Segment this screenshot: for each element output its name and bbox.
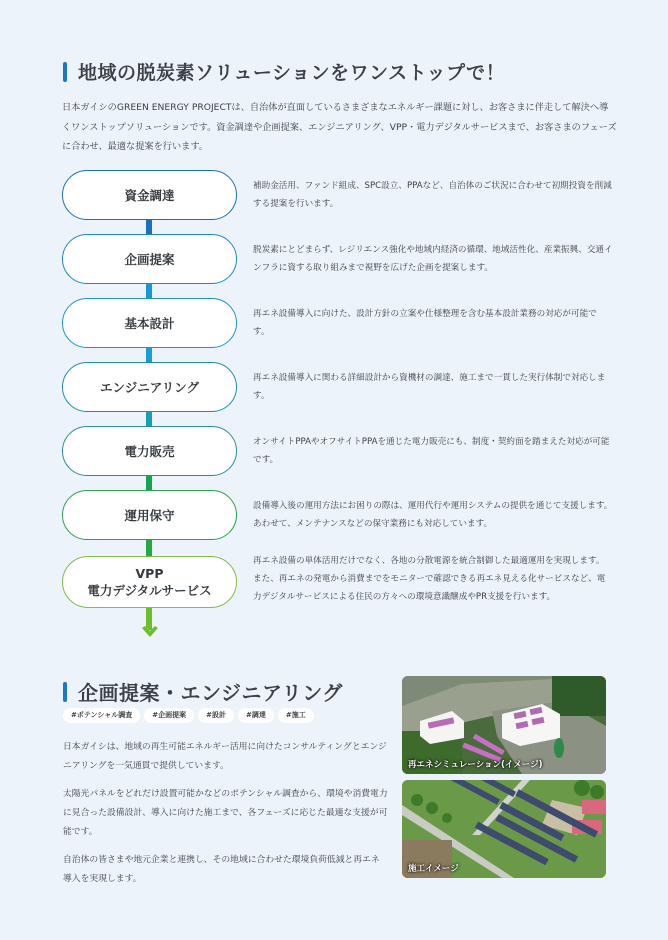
step-description: 補助金活用、ファンド組成、SPC設立、PPAなど、自治体のご状況に合わせて初期投資を削減する提案を行います。 [253,181,612,209]
step-description: オンサイトPPAやオフサイトPPAを通じた電力販売にも、制度・契約面を踏まえた対応が可能です。 [253,437,610,465]
step-description: 再エネ設備導入に向けた、設計方針の立案や仕様整理を含む基本設計業務の対応が可能です。 [253,309,597,337]
tag-list [63,708,314,723]
step-pill-line2: 電力デジタルサービス [87,583,212,598]
step-pill: 企画提案 [62,234,237,284]
body-paragraph: 日本ガイシは、地域の再生可能エネルギー活用に向けたコンサルティングとエンジニアリングを一気通貫で提供しています。 [63,742,387,771]
step-description: 再エネ設備導入に関わる詳細設計から資機材の調達、施工まで一貫した実行体制で対応します。 [253,373,606,401]
section-title-decarbonization [63,58,505,85]
tag-construction: #施工 [278,708,314,723]
step-pill: 運用保守 [62,490,237,540]
tag-procurement: #調達 [238,708,274,723]
step-pill [62,556,237,608]
body-paragraph: 自治体の皆さまや地元企業と連携し、その地域に合わせた環境負荷低減と再エネ導入を実現します。 [63,855,380,884]
title-accent-bar [63,682,67,702]
photo-caption: 施工イメージ [408,864,459,874]
step-description: 再エネ設備の単体活用だけでなく、各地の分散電源を統合制御した最適運用を実現します。また、再エネの発電から消費までをモニターで確認できる再エネ見える化サービスなど、電力デジタルサービスによる住民の方々への環境意識醸成やPR支援を行います。 [253,556,606,602]
photo-construction [402,780,606,878]
step-description: 設備導入後の運用方法にお困りの際は、運用代行や運用システムの提供を通じて支援します。あわせて、メンテナンスなどの保守業務にも対応しています。 [253,501,613,529]
section-title-planning-engineering [63,677,343,706]
step-pill: 資金調達 [62,170,237,220]
tag-potential-survey: #ポテンシャル調査 [63,708,140,723]
body-paragraph: 太陽光パネルをどれだけ設置可能かなどのポテンシャル調査から、環境や消費電力に見合った設備設計、導入に向けた施工まで、各フェーズに応じた最適な支援が可能です。 [63,789,388,837]
flow-connector [146,540,152,556]
page-title: 地域の脱炭素ソリューションをワンストップで！ [78,62,506,84]
tag-design: #設計 [198,708,234,723]
tag-planning: #企画提案 [144,708,194,723]
step-description: 脱炭素にとどまらず、レジリエンス強化や地域内経済の循環、地域活性化、産業振興、交通インフラに資する取り組みまで視野を広げた企画を提案します。 [253,245,613,273]
flow-connector [146,608,152,628]
step-pill: 電力販売 [62,426,237,476]
intro-paragraph: 日本ガイシのGREEN ENERGY PROJECTは、自治体が直面しているさまざまなエネルギー課題に対し、お客さまに伴走して解決へ導くワンストップソリューションです。資金調達や企画提案、エンジニアリング、VPP・電力デジタルサービスまで、お客さまのフェーズに合わせ、最適な提案を行います。 [62,102,617,152]
title-accent-bar [63,62,67,82]
step-pill: 基本設計 [62,298,237,348]
photo-caption: 再エネシミュレーション(イメージ) [408,760,543,770]
section-heading: 企画提案・エンジニアリング [78,681,343,705]
step-pill: エンジニアリング [62,362,237,412]
step-pill-line1: VPP [135,566,164,581]
photo-simulation [402,676,606,774]
section2-body [63,738,388,898]
